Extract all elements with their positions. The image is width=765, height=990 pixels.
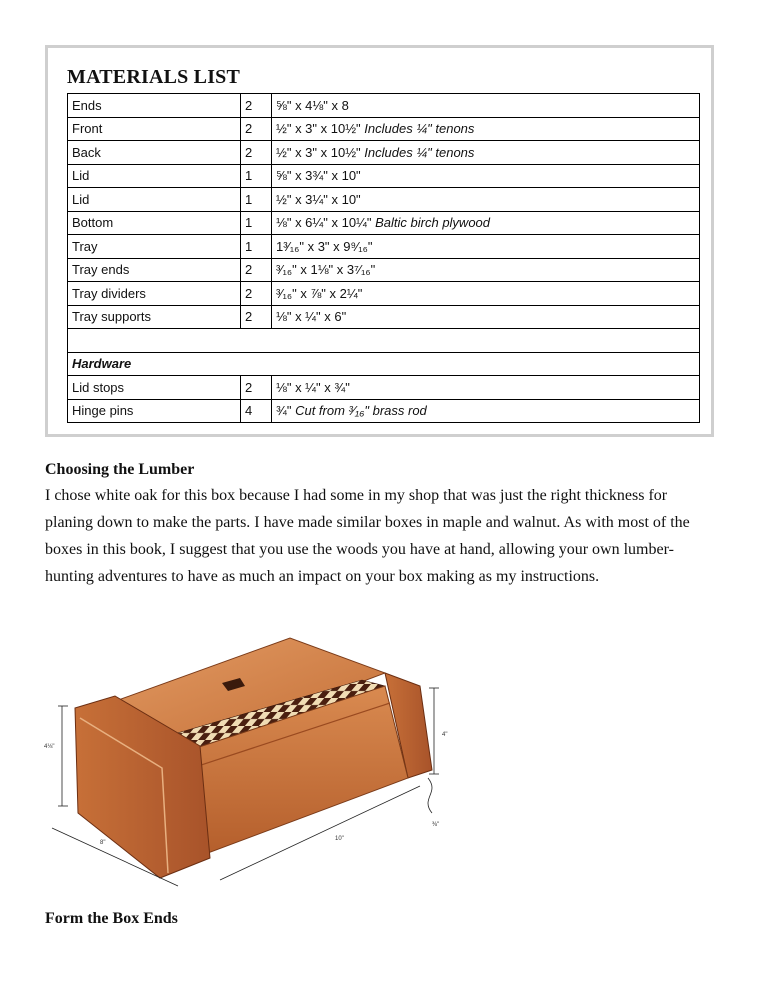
part-cell: Lid bbox=[68, 188, 241, 212]
hardware-header-row bbox=[68, 352, 700, 376]
materials-table bbox=[67, 93, 700, 423]
dims-value: ⅝" x 3¾" x 10" bbox=[276, 168, 361, 184]
section-heading-box-ends: Form the Box Ends bbox=[45, 910, 178, 927]
table-spacer-row bbox=[68, 329, 700, 353]
dim-depth-label: 8" bbox=[100, 840, 106, 846]
qty-cell: 1 bbox=[241, 211, 272, 235]
lumber-paragraph: I chose white oak for this box because I had some in my shop that was just the right thickness for planing down to make the parts. I have made similar boxes in maple and walnut. As with most of the boxes in this book, I suggest that you use the woods you have at hand, allowing your own lumber-hunting adventures to have as much an impact on your box making as my instructions. bbox=[45, 487, 690, 585]
table-row bbox=[68, 188, 700, 212]
qty-cell: 2 bbox=[241, 117, 272, 141]
dim-length-label: 10" bbox=[335, 836, 344, 842]
dims-value: ¾" bbox=[276, 403, 292, 419]
qty-cell: 2 bbox=[241, 305, 272, 329]
dims-cell bbox=[272, 235, 700, 259]
part-cell: Tray bbox=[68, 235, 241, 259]
dims-note: Includes ¼" tenons bbox=[360, 144, 475, 160]
table-row bbox=[68, 117, 700, 141]
dims-cell bbox=[272, 305, 700, 329]
dim-height-left-label: 4⅛" bbox=[44, 744, 55, 750]
part-cell: Ends bbox=[68, 94, 241, 118]
table-row bbox=[68, 399, 700, 423]
qty-cell: 1 bbox=[241, 235, 272, 259]
table-row bbox=[68, 235, 700, 259]
part-cell: Front bbox=[68, 117, 241, 141]
dims-cell bbox=[272, 399, 700, 423]
dims-value: ³⁄₁₆" x 1⅛" x 3⁷⁄₁₆" bbox=[276, 262, 376, 278]
part-cell: Hinge pins bbox=[68, 399, 241, 423]
dims-value: ½" x 3" x 10½" bbox=[276, 121, 361, 137]
dims-value: ½" x 3¼" x 10" bbox=[276, 191, 361, 207]
dims-cell bbox=[272, 211, 700, 235]
table-row bbox=[68, 282, 700, 306]
qty-cell: 1 bbox=[241, 164, 272, 188]
box-illustration bbox=[40, 628, 460, 898]
dims-value: ⅛" x 6¼" x 10¼" bbox=[276, 215, 372, 231]
part-cell: Tray dividers bbox=[68, 282, 241, 306]
dims-cell bbox=[272, 94, 700, 118]
table-row bbox=[68, 258, 700, 282]
table-row bbox=[68, 94, 700, 118]
part-cell: Lid bbox=[68, 164, 241, 188]
qty-cell: 2 bbox=[241, 94, 272, 118]
dims-cell bbox=[272, 117, 700, 141]
dims-cell bbox=[272, 282, 700, 306]
dims-value: 1³⁄₁₆" x 3" x 9⁹⁄₁₆" bbox=[276, 238, 373, 254]
part-cell: Back bbox=[68, 141, 241, 165]
dims-value: ⅛" x ¼" x 6" bbox=[276, 309, 347, 325]
materials-list-box bbox=[45, 45, 714, 437]
qty-cell: 2 bbox=[241, 141, 272, 165]
dims-note: Baltic birch plywood bbox=[371, 215, 491, 231]
part-cell: Tray ends bbox=[68, 258, 241, 282]
dims-cell bbox=[272, 258, 700, 282]
table-row bbox=[68, 376, 700, 400]
qty-cell: 4 bbox=[241, 399, 272, 423]
dim-height-right-label: 4" bbox=[442, 732, 448, 738]
table-row bbox=[68, 141, 700, 165]
qty-cell: 2 bbox=[241, 258, 272, 282]
dims-value: ³⁄₁₆" x ⅞" x 2¼" bbox=[276, 285, 363, 301]
table-row bbox=[68, 211, 700, 235]
dims-value: ½" x 3" x 10½" bbox=[276, 144, 361, 160]
hardware-label: Hardware bbox=[68, 352, 700, 376]
dim-foot-label: ⅜" bbox=[432, 822, 440, 828]
dims-cell bbox=[272, 141, 700, 165]
dims-note: Cut from ³⁄₁₆" brass rod bbox=[291, 403, 427, 419]
dims-cell bbox=[272, 164, 700, 188]
table-row bbox=[68, 164, 700, 188]
spacer-cell bbox=[68, 329, 700, 353]
part-cell: Bottom bbox=[68, 211, 241, 235]
table-row bbox=[68, 305, 700, 329]
qty-cell: 1 bbox=[241, 188, 272, 212]
part-cell: Tray supports bbox=[68, 305, 241, 329]
part-cell: Lid stops bbox=[68, 376, 241, 400]
dims-value: ⅛" x ¼" x ¾" bbox=[276, 379, 350, 395]
dims-cell bbox=[272, 376, 700, 400]
section-heading-lumber: Choosing the Lumber bbox=[45, 461, 195, 478]
dims-cell bbox=[272, 188, 700, 212]
qty-cell: 2 bbox=[241, 376, 272, 400]
dims-note: Includes ¼" tenons bbox=[360, 121, 475, 137]
dims-value: ⅝" x 4⅛" x 8 bbox=[276, 97, 349, 113]
qty-cell: 2 bbox=[241, 282, 272, 306]
materials-list-title: MATERIALS LIST bbox=[67, 66, 241, 88]
